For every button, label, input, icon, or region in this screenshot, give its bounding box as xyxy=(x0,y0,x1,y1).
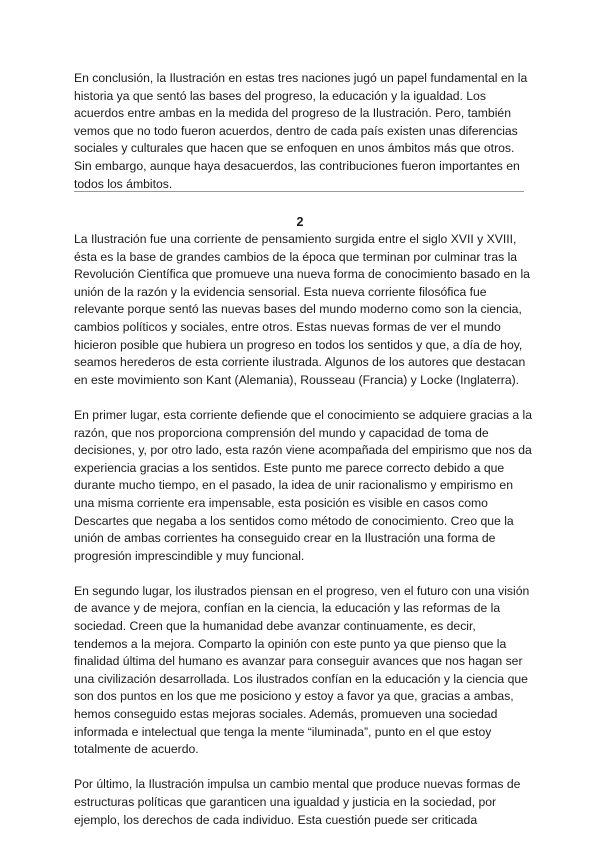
text-line: Revolución Científica que promueve una nueva forma de conocimiento basado en la xyxy=(74,267,530,282)
text-line: razón, que nos proporciona comprensión del mundo y capacidad de toma de xyxy=(74,425,489,440)
text-line: vemos que no todo fueron acuerdos, dentro de cada país existen unas diferencias xyxy=(74,123,518,138)
text-line: historia ya que sentó las bases del progreso, la educación y la igualdad. Los xyxy=(74,88,486,103)
text-line: tendemos a la mejora. Comparto la opinión con este punto ya que pienso que la xyxy=(74,636,507,651)
text-line: sociales y culturales que hacen que se enfoquen en unos ámbitos más que otros. xyxy=(74,141,515,156)
text-line: hemos conseguido estas mejoras sociales. Además, promueven una sociedad xyxy=(74,707,498,722)
text-line: de avance y de mejora, confían en la ciencia, la educación y las reformas de la xyxy=(74,601,501,616)
text-line: durante mucho tiempo, en el pasado, la idea de unir racionalismo y empirismo en xyxy=(74,478,513,493)
text-line: totalmente de acuerdo. xyxy=(74,742,199,757)
text-line: ejemplo, los derechos de cada individuo. Esta cuestión puede ser criticada xyxy=(74,812,478,827)
text-line: La Ilustración fue una corriente de pensamiento surgida entre el siglo XVII y XVIII, xyxy=(74,232,517,246)
paragraph-second-point xyxy=(74,583,534,759)
paragraph-gap xyxy=(74,565,534,583)
text-line: finalidad última del humano es avanzar para conseguir avances que nos hagan ser xyxy=(74,654,523,669)
paragraph-gap xyxy=(74,389,534,407)
text-line: estructuras políticas que garanticen una igualdad y justicia en la sociedad, por xyxy=(74,795,497,809)
section-divider xyxy=(74,191,524,192)
text-line: relevante porque sentó las nuevas bases del mundo moderno como son la ciencia, xyxy=(74,302,522,317)
text-line: En primer lugar, esta corriente defiende que el conocimiento se adquiere gracias a la xyxy=(74,407,532,422)
text-line: En segundo lugar, los ilustrados piensan en el progreso, ven el futuro con una visión xyxy=(74,583,530,598)
text-line: todos los ámbitos. xyxy=(74,176,173,191)
text-line: Sin embargo, aunque haya desacuerdos, las contribuciones fueron importantes en xyxy=(74,158,520,173)
section-number: 2 xyxy=(296,215,304,229)
paragraph xyxy=(74,70,530,193)
text-line: cambios políticos y sociales, entre otros. Estas nuevas formas de ver el mundo xyxy=(74,319,501,334)
section-body xyxy=(74,231,534,829)
text-line: En conclusión, la Ilustración en estas tres naciones jugó un papel fundamental en la xyxy=(74,71,528,85)
text-line: unión de ambas corrientes ha conseguido crear en la Ilustración una forma de xyxy=(74,531,496,546)
paragraph-last-point xyxy=(74,776,534,829)
text-line: en este movimiento son Kant (Alemania), Rousseau (Francia) y Locke (Inglaterra). xyxy=(74,372,520,387)
text-line: unión de la razón y la evidencia sensorial. Esta nueva corriente filosófica fue xyxy=(74,284,487,299)
text-line: hicieron posible que hubiera un progreso en todos los sentidos y que, a día de hoy, xyxy=(74,337,523,352)
conclusion-paragraph xyxy=(74,70,530,193)
text-line: son dos puntos en los que me posiciono y estoy a favor ya que, gracias a ambas, xyxy=(74,689,514,704)
text-line: una civilización desarrollada. Los ilustrados confían en la educación y la ciencia que xyxy=(74,671,528,686)
paragraph-gap xyxy=(74,759,534,777)
text-line: decisiones, y, por otro lado, esta razón viene acompañada del empirismo que nos da xyxy=(74,443,532,458)
text-line: Por último, la Ilustración impulsa un cambio mental que produce nuevas formas de xyxy=(74,777,521,792)
paragraph-intro xyxy=(74,231,534,389)
text-line: una misma corriente era impensable, esta posición es visible en casos como xyxy=(74,495,488,510)
paragraph-first-point xyxy=(74,407,534,565)
text-line: progresión imprescindible y muy funcional. xyxy=(74,548,305,563)
text-line: acuerdos entre ambas en la medida del progreso de la Ilustración. Pero, también xyxy=(74,106,511,121)
text-line: experiencia gracias a los sentidos. Este punto me parece correcto debido a que xyxy=(74,460,505,475)
text-line: informada e intelectual que tenga la mente “iluminada”, punto en el que estoy xyxy=(74,724,492,739)
text-line: seamos herederos de esta corriente ilustrada. Algunos de los autores que destacan xyxy=(74,355,526,370)
text-line: ésta es la base de grandes cambios de la época que terminan por culminar tras la xyxy=(74,249,518,264)
text-line: sociedad. Creen que la humanidad debe avanzar continuamente, es decir, xyxy=(74,619,476,634)
text-line: Descartes que negaba a los sentidos como método de conocimiento. Creo que la xyxy=(74,513,514,528)
